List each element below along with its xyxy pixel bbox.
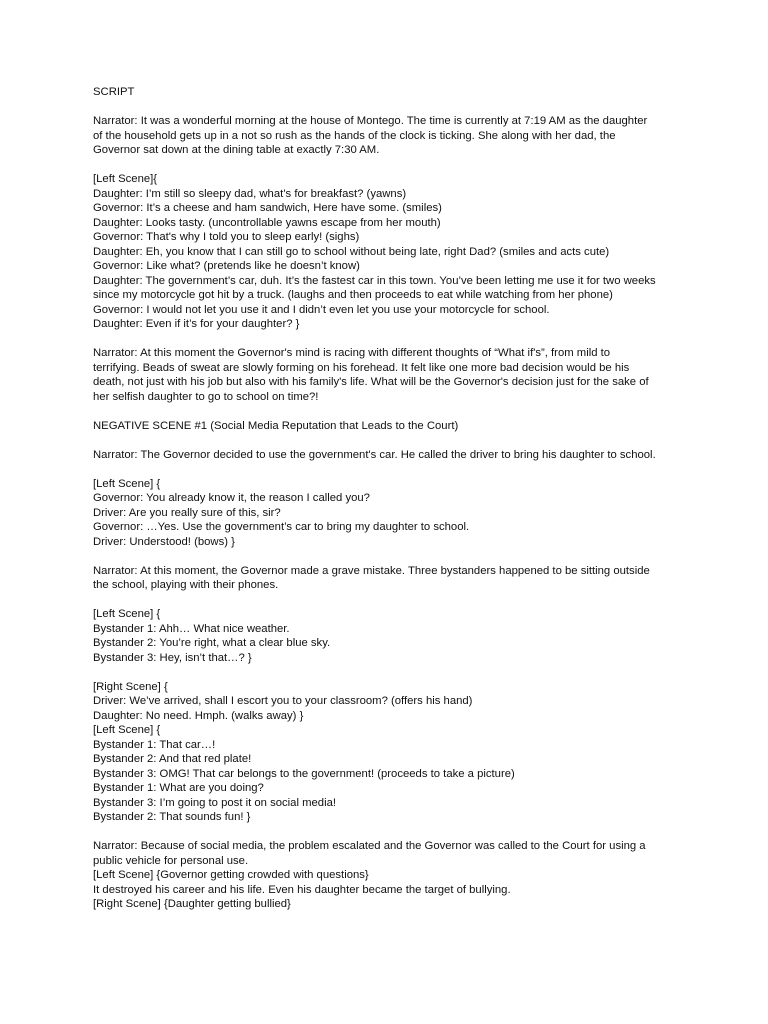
dialogue-line: Bystander 2: That sounds fun! }: [93, 811, 251, 823]
dialogue-line: Daughter: The government’s car, duh. It’s the fastest car in this town. You’ve been letting me use it for two weeks: [93, 274, 656, 287]
bystanders-scene: [93, 607, 693, 665]
dialogue-line: Bystander 1: What are you doing?: [93, 782, 264, 794]
grave-mistake-narration: [93, 564, 693, 593]
spacer: [93, 158, 693, 173]
text-line: public vehicle for personal use.: [93, 854, 249, 867]
spacer: [93, 665, 693, 680]
intro-narration: [93, 114, 693, 158]
dialogue-line: [Left Scene] {: [93, 608, 161, 620]
dialogue-line: Bystander 2: And that red plate!: [93, 753, 252, 765]
spacer: [93, 462, 693, 477]
document-title: SCRIPT: [93, 86, 135, 98]
text-line: of the household gets up in a not so rush as the hands of the clock is ticking. She along with her dad, the: [93, 129, 616, 142]
dialogue-line: Governor: That's why I told you to sleep early! (sighs): [93, 231, 360, 243]
script-document: [93, 85, 693, 912]
spacer: [93, 100, 693, 115]
text-line: Narrator: It was a wonderful morning at the house of Montego. The time is currently at 7:19 AM as the daughter: [93, 115, 648, 127]
text-line: death, not just with his job but also with his family's life. What will be the Governor's decision just for the sake of: [93, 376, 649, 388]
dialogue-line: Bystander 3: I’m going to post it on social media!: [93, 796, 337, 809]
consequence-narration: [93, 839, 693, 912]
school-arrival-scene: [93, 680, 693, 825]
driver-scene: [93, 477, 693, 550]
dialogue-line: since my motorcycle got hit by a truck. (laughs and then proceeds to eat while watching from her phone): [93, 289, 613, 301]
text-line: Governor sat down at the dining table at exactly 7:30 AM.: [93, 144, 380, 156]
spacer: [93, 549, 693, 564]
text-line: terrifying. Beads of sweat are slowly forming on his forehead. It felt like one more bad decision would be his: [93, 361, 630, 374]
text-line: It destroyed his career and his life. Even his daughter became the target of bullying.: [93, 883, 511, 896]
spacer: [93, 404, 693, 419]
dialogue-line: Bystander 3: Hey, isn’t that…? }: [93, 651, 252, 664]
text-line: Narrator: At this moment, the Governor made a grave mistake. Three bystanders happened to be sitting outside: [93, 564, 650, 577]
dialogue-line: Bystander 3: OMG! That car belongs to the government! (proceeds to take a picture): [93, 767, 515, 780]
dialogue-line: Governor: You already know it, the reason I called you?: [93, 492, 370, 504]
spacer: [93, 332, 693, 347]
text-line: the school, playing with their phones.: [93, 579, 279, 591]
dialogue-line: Governor: Like what? (pretends like he doesn’t know): [93, 260, 360, 272]
text-line: Narrator: Because of social media, the problem escalated and the Governor was called to the Court for using a: [93, 840, 646, 852]
dialogue-line: Driver: Are you really sure of this, sir?: [93, 506, 281, 519]
dialogue-line: Governor: I would not let you use it and I didn’t even let you use your motorcycle for school.: [93, 303, 550, 316]
dialogue-line: Daughter: Looks tasty. (uncontrollable yawns escape from her mouth): [93, 216, 441, 229]
dialogue-line: Driver: Understood! (bows) }: [93, 535, 235, 548]
dialogue-line: [Left Scene]{: [93, 173, 158, 185]
dialogue-line: Bystander 2: You’re right, what a clear blue sky.: [93, 637, 331, 649]
dialogue-line: Governor: …Yes. Use the government’s car to bring my daughter to school.: [93, 521, 470, 533]
spacer: [93, 593, 693, 608]
negative-scene-heading: NEGATIVE SCENE #1 (Social Media Reputation that Leads to the Court): [93, 419, 459, 432]
text-line: Narrator: The Governor decided to use the government's car. He called the driver to bring his daughter to school.: [93, 448, 656, 461]
text-line: [Right Scene] {Daughter getting bullied}: [93, 898, 291, 910]
text-line: Narrator: At this moment the Governor's mind is racing with different thoughts of “What if's”, from mild to: [93, 347, 611, 359]
text-line: her selfish daughter to go to school on time?!: [93, 390, 319, 403]
dialogue-line: Driver: We’ve arrived, shall I escort you to your classroom? (offers his hand): [93, 695, 473, 707]
dialogue-line: Daughter: No need. Hmph. (walks away) }: [93, 709, 304, 722]
spacer: [93, 433, 693, 448]
dialogue-line: Bystander 1: That car…!: [93, 738, 216, 751]
dialogue-line: Daughter: Eh, you know that I can still go to school without being late, right Dad? (smiles and acts cute): [93, 245, 610, 258]
dialogue-line: [Left Scene] {: [93, 724, 161, 736]
governor-dilemma-narration: [93, 346, 693, 404]
breakfast-scene: [93, 172, 693, 332]
dialogue-line: [Left Scene] {: [93, 477, 161, 490]
dialogue-line: [Right Scene] {: [93, 680, 168, 693]
spacer: [93, 825, 693, 840]
dialogue-line: Governor: It’s a cheese and ham sandwich, Here have some. (smiles): [93, 202, 442, 214]
dialogue-line: Daughter: I’m still so sleepy dad, what’s for breakfast? (yawns): [93, 187, 407, 200]
text-line: [Left Scene] {Governor getting crowded with questions}: [93, 869, 369, 881]
decision-narration: [93, 448, 693, 463]
dialogue-line: Daughter: Even if it’s for your daughter? }: [93, 318, 300, 330]
dialogue-line: Bystander 1: Ahh… What nice weather.: [93, 622, 290, 635]
